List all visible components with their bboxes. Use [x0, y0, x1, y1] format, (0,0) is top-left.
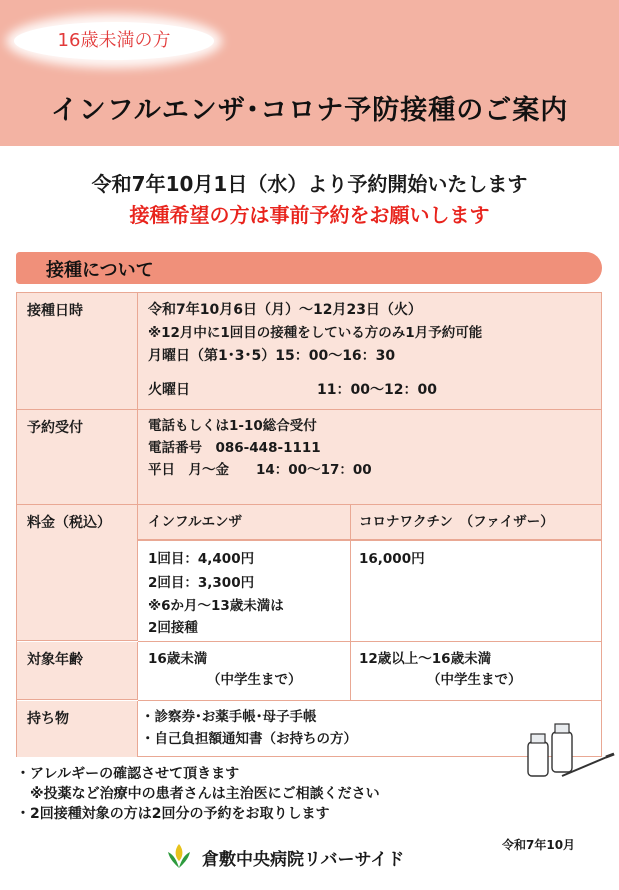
- schedule-tuesday-label: 火曜日: [148, 382, 190, 398]
- hospital-logo-icon: [166, 842, 192, 870]
- page-title: インフルエンザ･コロナ予防接種のご案内: [50, 95, 569, 126]
- age-column-divider: [350, 642, 351, 700]
- vaccine-vials-icon: [522, 716, 617, 786]
- flu-two-dose-note-2: 2回接種: [148, 620, 198, 636]
- section-header: [16, 252, 602, 284]
- allergy-note: ・アレルギーの確認させて頂きます: [16, 766, 240, 782]
- flu-header: インフルエンザ: [148, 514, 242, 530]
- age-bottom-divider: [138, 700, 601, 701]
- vaccination-info-table: [16, 292, 602, 757]
- covid-header: コロナワクチン （ファイザー）: [359, 514, 554, 530]
- schedule-tuesday-time: 11：00～12：00: [317, 382, 437, 398]
- bring-items: ・診察券･お薬手帳･母子手帳: [141, 709, 317, 725]
- covid-price: 16,000円: [359, 551, 425, 567]
- age-label: 対象年齢: [17, 642, 138, 700]
- flu-price-first: 1回目：4,400円: [148, 551, 255, 567]
- flu-two-dose-note: ※6か月～13歳未満は: [148, 598, 284, 614]
- hospital-name: 倉敷中央病院リバーサイド: [202, 850, 405, 870]
- reservation-label: 予約受付: [17, 410, 138, 505]
- header-banner: [0, 0, 619, 146]
- covid-age-note: （中学生まで）: [427, 672, 522, 688]
- advance-booking-notice: 接種希望の方は事前予約をお願いします: [129, 203, 490, 227]
- bring-notice: ・自己負担額通知書（お持ちの方）: [141, 731, 357, 747]
- notes: [16, 764, 380, 824]
- reservation-hours: 平日 月～金 14：00～17：00: [148, 462, 372, 478]
- covid-age: 12歳以上～16歳未満: [359, 651, 492, 667]
- target-badge: [14, 22, 214, 60]
- section-title: 接種について: [46, 260, 154, 281]
- badge-text: 16歳未満の方: [57, 30, 171, 51]
- reservation-method: 電話もしくは1-10総合受付: [148, 418, 317, 434]
- reservation-start-text: 令和7年10月1日（水）より予約開始いたします: [91, 172, 528, 196]
- bring-label: 持ち物: [17, 701, 138, 757]
- schedule-label: 接種日時: [17, 293, 138, 410]
- two-dose-note: ・2回接種対象の方は2回分の予約をお取りします: [16, 806, 330, 822]
- schedule-period: 令和7年10月6日（月）～12月23日（火）: [148, 302, 422, 318]
- flu-price-second: 2回目：3,300円: [148, 575, 255, 591]
- fee-column-divider: [350, 505, 351, 641]
- schedule-monday: 月曜日（第1･3･5）15：00～16：30: [148, 348, 396, 364]
- fee-bottom-divider: [138, 641, 601, 642]
- issue-date: 令和7年10月: [502, 838, 576, 852]
- flu-age: 16歳未満: [148, 651, 208, 667]
- fee-divider: [138, 540, 601, 541]
- phone-number: 電話番号 086-448-1111: [148, 440, 321, 456]
- fee-label: 料金（税込）: [17, 505, 138, 641]
- schedule-note: ※12月中に1回目の接種をしている方のみ1月予約可能: [148, 325, 483, 341]
- flu-age-note: （中学生まで）: [207, 672, 302, 688]
- treatment-note: ※投薬など治療中の患者さんは主治医にご相談ください: [16, 786, 380, 802]
